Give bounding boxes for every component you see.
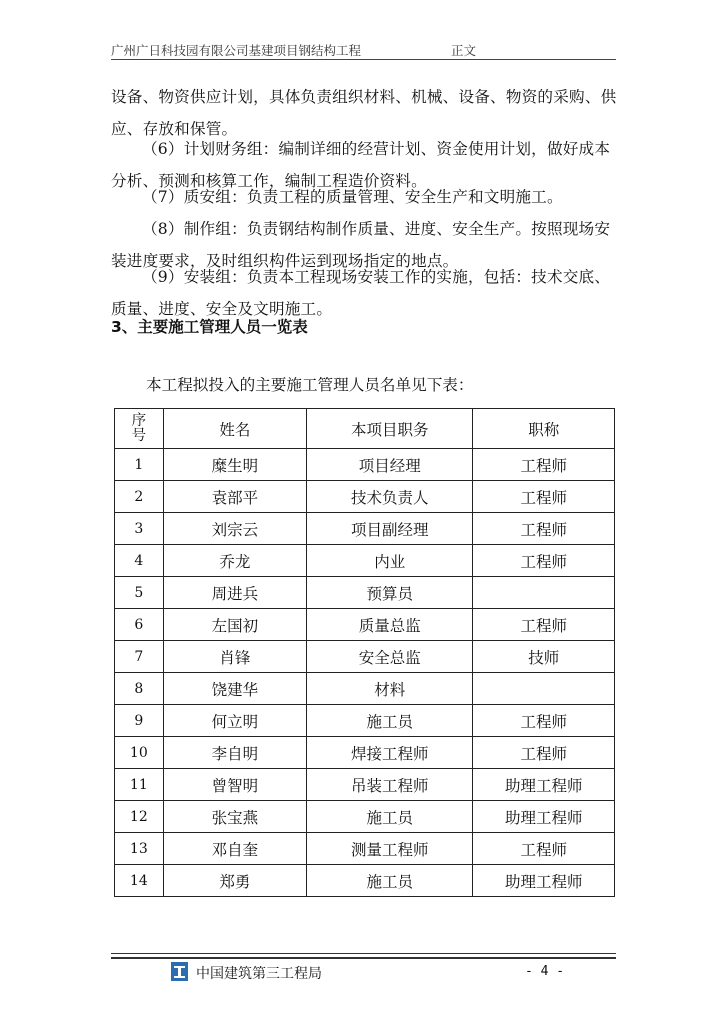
table-header-row bbox=[115, 409, 615, 449]
cell-role: 施工员 bbox=[307, 801, 473, 833]
cell-role: 内业 bbox=[307, 545, 473, 577]
cell-name: 邓自奎 bbox=[163, 833, 307, 865]
header-name: 姓名 bbox=[163, 409, 307, 449]
cell-name: 袁部平 bbox=[163, 481, 307, 513]
cell-title: 工程师 bbox=[473, 737, 615, 769]
cell-title: 工程师 bbox=[473, 545, 615, 577]
cell-title: 技师 bbox=[473, 641, 615, 673]
cell-role: 技术负责人 bbox=[307, 481, 473, 513]
header-no-label: 序 号 bbox=[131, 412, 147, 444]
cell-name: 何立明 bbox=[163, 705, 307, 737]
cell-name: 肖锋 bbox=[163, 641, 307, 673]
paragraph-finance-group: （6）计划财务组：编制详细的经营计划、资金使用计划，做好成本分析、预测和核算工作，编制工程造价资料。 bbox=[111, 140, 611, 190]
cell-no: 9 bbox=[115, 705, 164, 737]
cell-name: 周进兵 bbox=[163, 577, 307, 609]
cell-no: 5 bbox=[115, 577, 164, 609]
table-row bbox=[115, 865, 615, 897]
cell-title: 工程师 bbox=[473, 609, 615, 641]
cell-title: 工程师 bbox=[473, 481, 615, 513]
cell-name: 左国初 bbox=[163, 609, 307, 641]
cell-name: 张宝燕 bbox=[163, 801, 307, 833]
cell-title: 助理工程师 bbox=[473, 865, 615, 897]
cell-role: 项目副经理 bbox=[307, 513, 473, 545]
paragraph-supply: 设备、物资供应计划，具体负责组织材料、机械、设备、物资的采购、供应、存放和保管。 bbox=[111, 88, 617, 138]
cell-no: 13 bbox=[115, 833, 164, 865]
cell-no: 8 bbox=[115, 673, 164, 705]
paragraph-installation-group: （9）安装组：负责本工程现场安装工作的实施，包括：技术交底、质量、进度、安全及文明施工。 bbox=[111, 268, 611, 318]
page-header bbox=[111, 38, 616, 60]
table-row bbox=[115, 641, 615, 673]
section-heading: 3、主要施工管理人员一览表 bbox=[111, 318, 308, 336]
paragraph-quality-safety-group: （7）质安组：负责工程的质量管理、安全生产和文明施工。 bbox=[142, 188, 563, 206]
table-row bbox=[115, 801, 615, 833]
footer-organization: 中国建筑第三工程局 bbox=[196, 966, 322, 982]
cell-no: 1 bbox=[115, 449, 164, 481]
header-divider bbox=[111, 59, 616, 60]
cell-no: 14 bbox=[115, 865, 164, 897]
cell-role: 吊装工程师 bbox=[307, 769, 473, 801]
cell-title: 工程师 bbox=[473, 513, 615, 545]
cell-name: 曾智明 bbox=[163, 769, 307, 801]
cell-role: 安全总监 bbox=[307, 641, 473, 673]
cell-no: 6 bbox=[115, 609, 164, 641]
cell-no: 4 bbox=[115, 545, 164, 577]
header-title: 职称 bbox=[473, 409, 615, 449]
cell-role: 材料 bbox=[307, 673, 473, 705]
table-row bbox=[115, 481, 615, 513]
cell-name: 糜生明 bbox=[163, 449, 307, 481]
cell-name: 饶建华 bbox=[163, 673, 307, 705]
cell-title bbox=[473, 577, 615, 609]
cell-no: 7 bbox=[115, 641, 164, 673]
cell-title: 助理工程师 bbox=[473, 769, 615, 801]
table-row bbox=[115, 609, 615, 641]
cell-title: 工程师 bbox=[473, 705, 615, 737]
cell-no: 12 bbox=[115, 801, 164, 833]
cell-title bbox=[473, 673, 615, 705]
cell-name: 乔龙 bbox=[163, 545, 307, 577]
cell-no: 11 bbox=[115, 769, 164, 801]
page-number: - 4 - bbox=[525, 964, 565, 979]
table-body bbox=[115, 449, 615, 897]
cell-title: 工程师 bbox=[473, 833, 615, 865]
table-row bbox=[115, 769, 615, 801]
table-row bbox=[115, 513, 615, 545]
cell-role: 测量工程师 bbox=[307, 833, 473, 865]
cell-role: 施工员 bbox=[307, 705, 473, 737]
table-row bbox=[115, 705, 615, 737]
cell-role: 施工员 bbox=[307, 865, 473, 897]
staff-table bbox=[114, 408, 615, 897]
company-logo-icon bbox=[171, 962, 188, 981]
cell-no: 10 bbox=[115, 737, 164, 769]
paragraph-fabrication-group: （8）制作组：负责钢结构制作质量、进度、安全生产。按照现场安装进度要求，及时组织构件运到现场指定的地点。 bbox=[111, 220, 611, 270]
table-row bbox=[115, 737, 615, 769]
table-row bbox=[115, 545, 615, 577]
cell-name: 郑勇 bbox=[163, 865, 307, 897]
cell-name: 刘宗云 bbox=[163, 513, 307, 545]
table-intro: 本工程拟投入的主要施工管理人员名单见下表： bbox=[146, 376, 474, 394]
header-no bbox=[115, 409, 164, 449]
header-role: 本项目职务 bbox=[307, 409, 473, 449]
table-row bbox=[115, 577, 615, 609]
cell-title: 助理工程师 bbox=[473, 801, 615, 833]
header-section-label: 正文 bbox=[451, 43, 477, 58]
cell-no: 3 bbox=[115, 513, 164, 545]
cell-role: 焊接工程师 bbox=[307, 737, 473, 769]
cell-name: 李自明 bbox=[163, 737, 307, 769]
cell-no: 2 bbox=[115, 481, 164, 513]
header-project-title: 广州广日科技园有限公司基建项目钢结构工程 bbox=[111, 43, 362, 58]
cell-title: 工程师 bbox=[473, 449, 615, 481]
cell-role: 质量总监 bbox=[307, 609, 473, 641]
cell-role: 项目经理 bbox=[307, 449, 473, 481]
cell-role: 预算员 bbox=[307, 577, 473, 609]
table-row bbox=[115, 449, 615, 481]
footer-divider bbox=[111, 953, 616, 954]
table-row bbox=[115, 833, 615, 865]
footer-divider-thick bbox=[111, 957, 616, 959]
table-row bbox=[115, 673, 615, 705]
